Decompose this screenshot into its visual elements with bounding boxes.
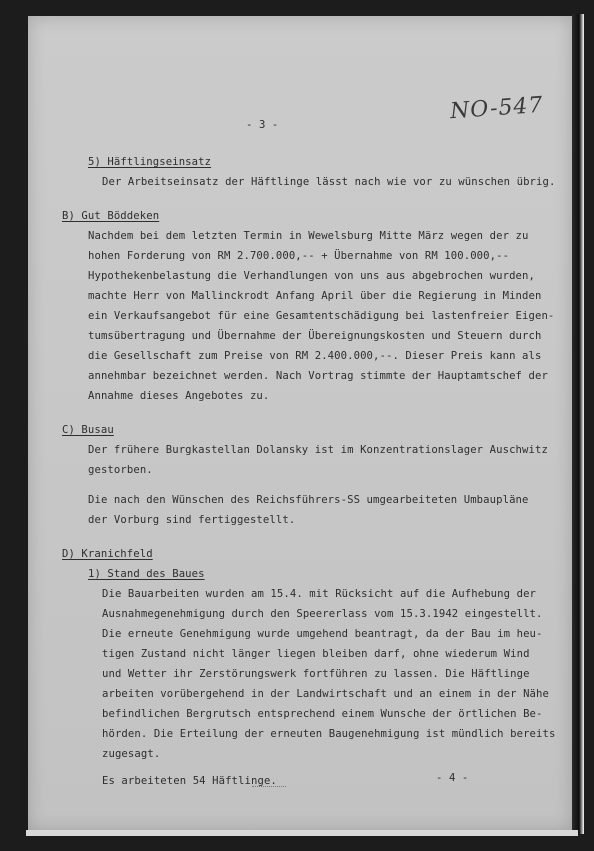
page-number-bottom: - 4 - — [436, 772, 469, 784]
paragraph-line: befindlichen Bergrutsch entsprechend einem Wunsche der örtlichen Be- — [102, 708, 543, 720]
paragraph-line: arbeiten vorübergehend in der Landwirtschaft und an einem in der Nähe — [102, 688, 549, 700]
smudge-mark — [252, 786, 286, 791]
paragraph-line: Die Bauarbeiten wurden am 15.4. mit Rücksicht auf die Aufhebung der — [102, 588, 537, 600]
section-heading-busau: C) Busau — [62, 424, 114, 436]
paragraph-line: der Vorburg sind fertiggestellt. — [88, 514, 296, 526]
paragraph-line: und Wetter ihr Zerstörungswerk fortführen zu lassen. Die Häftlinge — [102, 668, 530, 680]
section-heading-gut-boeddeken: B) Gut Böddeken — [62, 210, 160, 222]
paragraph-line: Hypothekenbelastung die Verhandlungen von uns aus abgebrochen wurden, — [88, 270, 535, 282]
paragraph-line: Die erneute Genehmigung wurde umgehend beantragt, da der Bau im heu- — [102, 628, 543, 640]
handwritten-document-number: NO-547 — [449, 92, 545, 125]
paragraph-line: gestorben. — [88, 464, 153, 476]
paragraph-line: Die nach den Wünschen des Reichsführers-SS umgearbeiteten Umbaupläne — [88, 494, 529, 506]
page-bottom-edge — [26, 830, 578, 836]
paragraph-line: machte Herr von Mallinckrodt Anfang April über die Regierung in Minden — [88, 290, 542, 302]
paragraph-line: annehmbar bezeichnet werden. Nach Vortrag stimmte der Hauptamtschef der — [88, 370, 548, 382]
paragraph-line: Nachdem bei dem letzten Termin in Wewelsburg Mitte März wegen der zu — [88, 230, 529, 242]
paragraph-line: tigen Zustand nicht länger liegen bleiben darf, ohne wiederum Wind — [102, 648, 530, 660]
section-heading-kranichfeld: D) Kranichfeld — [62, 548, 153, 560]
paragraph-line: Es arbeiteten 54 Häftlinge. — [102, 775, 277, 787]
page-number-top: - 3 - — [246, 119, 279, 131]
paragraph-line: Ausnahmegenehmigung durch den Speererlass vom 15.3.1942 eingestellt. — [102, 608, 543, 620]
paragraph-line: zugesagt. — [102, 748, 161, 760]
page-edge — [572, 14, 584, 834]
paragraph-line: Der frühere Burgkastellan Dolansky ist im Konzentrationslager Auschwitz — [88, 444, 548, 456]
paragraph-line: die Gesellschaft zum Preise von RM 2.400.000,--. Dieser Preis kann als — [88, 350, 542, 362]
section-heading-haeftlingseinsatz: 5) Häftlingseinsatz — [88, 156, 212, 168]
paragraph-line: tumsübertragung und Übernahme der Übereignungskosten und Steuern durch — [88, 330, 542, 342]
paragraph-line: hohen Forderung von RM 2.700.000,-- + Übernahme von RM 100.000,-- — [88, 250, 510, 262]
paragraph-line: Der Arbeitseinsatz der Häftlinge lässt nach wie vor zu wünschen übrig. — [102, 176, 556, 188]
subsection-heading-stand-des-baues: 1) Stand des Baues — [88, 568, 205, 580]
paragraph-line: hörden. Die Erteilung der erneuten Baugenehmigung ist mündlich bereits — [102, 728, 556, 740]
paragraph-line: Annahme dieses Angebotes zu. — [88, 390, 270, 402]
paragraph-line: ein Verkaufsangebot für eine Gesamtentschädigung bei lastenfreier Eigen- — [88, 310, 555, 322]
